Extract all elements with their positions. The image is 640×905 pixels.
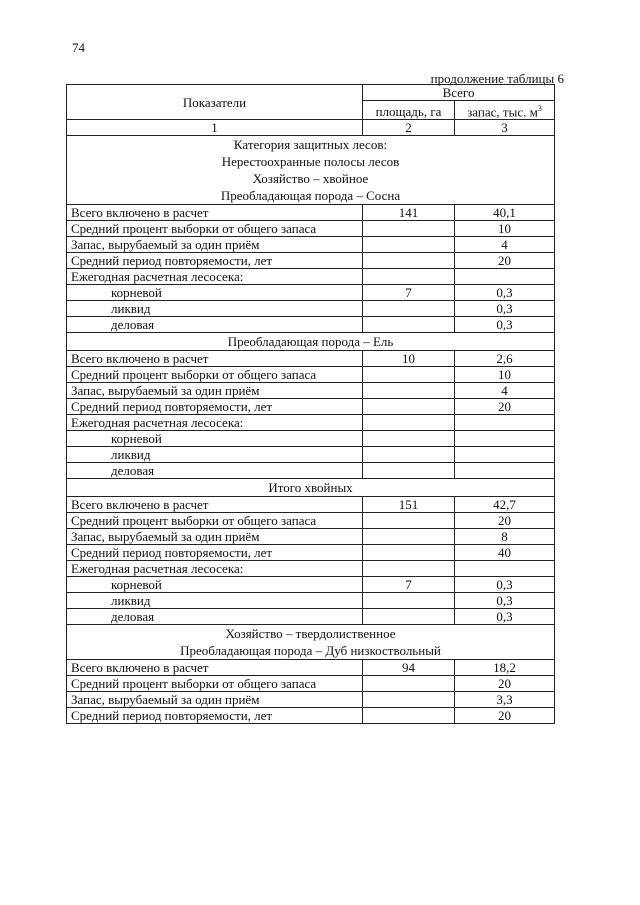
row-area: 141 (363, 205, 455, 221)
row-label: Средний период повторяемости, лет (67, 545, 363, 561)
row-stock: 0,3 (455, 609, 555, 625)
header-num-1: 1 (67, 120, 363, 136)
row-area (363, 415, 455, 431)
row-label: Всего включено в расчет (67, 205, 363, 221)
table-row (67, 529, 555, 545)
row-area (363, 431, 455, 447)
header-indicators: Показатели (67, 85, 363, 120)
row-stock: 4 (455, 383, 555, 399)
row-stock: 0,3 (455, 577, 555, 593)
row-stock: 0,3 (455, 301, 555, 317)
header-stock (455, 101, 555, 120)
row-stock: 20 (455, 399, 555, 415)
section-heading-line: Хозяйство – твердолиственное (225, 626, 396, 642)
table-row (67, 221, 555, 237)
row-area: 7 (363, 285, 455, 301)
header-total: Всего (363, 85, 555, 101)
row-area (363, 593, 455, 609)
row-label: Ежегодная расчетная лесосека: (67, 269, 363, 285)
table-row (67, 545, 555, 561)
row-area (363, 692, 455, 708)
row-stock: 8 (455, 529, 555, 545)
row-stock: 40 (455, 545, 555, 561)
section-heading-line: Итого хвойных (268, 480, 353, 496)
row-label: Средний период повторяемости, лет (67, 253, 363, 269)
row-stock: 40,1 (455, 205, 555, 221)
row-area (363, 269, 455, 285)
row-stock (455, 447, 555, 463)
table-row (67, 285, 555, 301)
header-num-3: 3 (455, 120, 555, 136)
table-row (67, 399, 555, 415)
section-heading-row (67, 479, 555, 497)
row-area (363, 447, 455, 463)
page-number: 74 (72, 40, 85, 55)
section-heading-line: Хозяйство – хвойное (252, 171, 369, 187)
header-stock-text: запас, тыс. м (467, 104, 538, 120)
row-stock: 20 (455, 708, 555, 724)
row-label: Средний процент выборки от общего запаса (67, 676, 363, 692)
row-stock (455, 269, 555, 285)
header-num-2: 2 (363, 120, 455, 136)
row-label: Всего включено в расчет (67, 660, 363, 676)
row-label: Средний процент выборки от общего запаса (67, 367, 363, 383)
table-row (67, 463, 555, 479)
row-stock (455, 415, 555, 431)
section-heading-line: Нерестоохранные полосы лесов (221, 154, 400, 170)
row-stock (455, 561, 555, 577)
table-row (67, 692, 555, 708)
table-row (67, 301, 555, 317)
row-area: 7 (363, 577, 455, 593)
row-label: Средний процент выборки от общего запаса (67, 221, 363, 237)
table-row (67, 253, 555, 269)
row-label: Запас, вырубаемый за один приём (67, 383, 363, 399)
table-row (67, 205, 555, 221)
row-area (363, 561, 455, 577)
row-label: Запас, вырубаемый за один приём (67, 692, 363, 708)
row-stock (455, 463, 555, 479)
row-area (363, 708, 455, 724)
row-area (363, 383, 455, 399)
table-row (67, 415, 555, 431)
section-heading-line: Категория защитных лесов: (233, 137, 388, 153)
section-heading-line: Преобладающая порода – Ель (227, 334, 394, 350)
table-row (67, 577, 555, 593)
row-label: Средний период повторяемости, лет (67, 399, 363, 415)
table-row (67, 593, 555, 609)
row-area (363, 609, 455, 625)
header-stock-sup: 3 (537, 104, 542, 113)
row-label: ликвид (67, 301, 363, 317)
row-label: Средний процент выборки от общего запаса (67, 513, 363, 529)
row-area (363, 253, 455, 269)
row-stock: 20 (455, 513, 555, 529)
row-label: Ежегодная расчетная лесосека: (67, 415, 363, 431)
row-stock: 3,3 (455, 692, 555, 708)
row-stock: 10 (455, 221, 555, 237)
table-row (67, 383, 555, 399)
table-row (67, 708, 555, 724)
row-area (363, 399, 455, 415)
table-row (67, 497, 555, 513)
row-label: Всего включено в расчет (67, 497, 363, 513)
table-row (67, 237, 555, 253)
row-label: корневой (67, 431, 363, 447)
row-stock: 0,3 (455, 593, 555, 609)
section-heading (67, 479, 555, 497)
row-area: 94 (363, 660, 455, 676)
table-row (67, 447, 555, 463)
row-label: ликвид (67, 447, 363, 463)
row-label: Запас, вырубаемый за один приём (67, 529, 363, 545)
section-heading-row (67, 136, 555, 205)
forest-table (66, 84, 555, 724)
section-heading-row (67, 625, 555, 660)
section-heading (67, 625, 555, 660)
row-label: Ежегодная расчетная лесосека: (67, 561, 363, 577)
row-label: деловая (67, 317, 363, 333)
row-stock: 10 (455, 367, 555, 383)
row-stock (455, 431, 555, 447)
section-heading (67, 333, 555, 351)
table-row (67, 513, 555, 529)
row-label: корневой (67, 577, 363, 593)
row-area (363, 237, 455, 253)
section-heading (67, 136, 555, 205)
table-body (67, 136, 555, 724)
row-area (363, 463, 455, 479)
row-label: деловая (67, 609, 363, 625)
table-row (67, 431, 555, 447)
row-area (363, 676, 455, 692)
section-heading-line: Преобладающая порода – Дуб низкоствольный (180, 643, 441, 659)
row-area (363, 545, 455, 561)
row-area (363, 317, 455, 333)
row-area (363, 529, 455, 545)
table-row (67, 561, 555, 577)
row-area (363, 367, 455, 383)
row-stock: 42,7 (455, 497, 555, 513)
table-row (67, 660, 555, 676)
row-stock: 20 (455, 676, 555, 692)
row-area: 151 (363, 497, 455, 513)
row-label: Запас, вырубаемый за один приём (67, 237, 363, 253)
row-label: Средний период повторяемости, лет (67, 708, 363, 724)
table-row (67, 317, 555, 333)
table-row (67, 367, 555, 383)
row-stock: 18,2 (455, 660, 555, 676)
row-label: ликвид (67, 593, 363, 609)
row-stock: 20 (455, 253, 555, 269)
row-area (363, 301, 455, 317)
row-area: 10 (363, 351, 455, 367)
table-caption: продолжение таблицы 6 (430, 71, 564, 86)
row-label: Всего включено в расчет (67, 351, 363, 367)
row-label: деловая (67, 463, 363, 479)
section-heading-row (67, 333, 555, 351)
row-area (363, 221, 455, 237)
table-row (67, 609, 555, 625)
section-heading-line: Преобладающая порода – Сосна (220, 188, 401, 204)
row-stock: 4 (455, 237, 555, 253)
row-stock: 0,3 (455, 285, 555, 301)
row-label: корневой (67, 285, 363, 301)
row-stock: 2,6 (455, 351, 555, 367)
row-stock: 0,3 (455, 317, 555, 333)
row-area (363, 513, 455, 529)
table-row (67, 351, 555, 367)
table-row (67, 676, 555, 692)
header-area: площадь, га (363, 101, 455, 120)
table-row (67, 269, 555, 285)
